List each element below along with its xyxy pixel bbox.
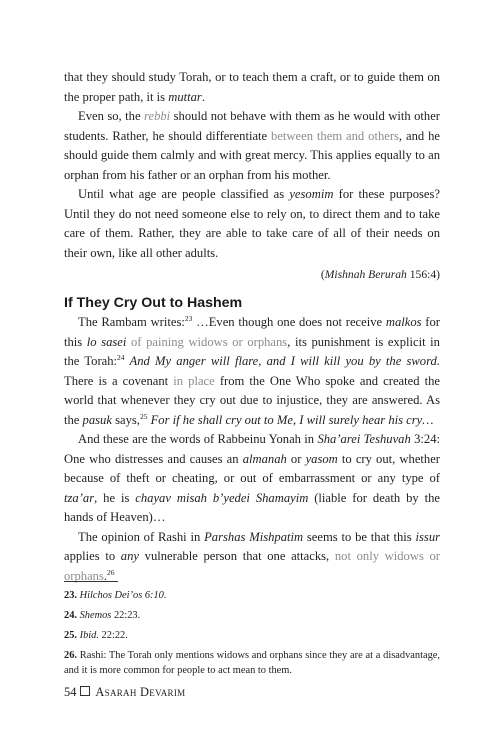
footnote: 24. Shemos 22:23. bbox=[64, 610, 141, 621]
paragraph: Until what age are people classified as yesomim for these purposes? Until they do not need someone else to rely on, to direct them and to take care of them. Rather, they are able to take care of all of their needs on their own, like all other adults. bbox=[64, 187, 440, 260]
paragraph: And these are the words of Rabbeinu Yonah in Sha’arei Teshuvah 3:24: One who distresses and causes an almanah or yasom to cry out, whether because of theft or cheating, or out of embarrassment or any type of tza’ar, he is chayav misah b’yedei Shamayim (liable for death by the hands of Heaven)… bbox=[64, 432, 440, 524]
source-citation: (Mishnah Berurah 156:4) bbox=[320, 268, 440, 281]
footnote-ref: 23 bbox=[184, 313, 193, 323]
square-ornament-icon bbox=[80, 686, 90, 696]
main-text bbox=[64, 68, 440, 586]
footnote-ref: 26 bbox=[107, 567, 115, 577]
footnote-rule bbox=[64, 581, 118, 582]
footnote: 25. Ibid. 22:22. bbox=[64, 630, 128, 641]
footnote-ref: 25 bbox=[139, 411, 148, 421]
paragraph: The opinion of Rashi in Parshas Mishpatim seems to be that this issur applies to any vulnerable person that one attacks, not only widows or orphans.$^{26}$ bbox=[64, 529, 441, 583]
footnote-ref: 24 bbox=[117, 352, 125, 362]
paragraph: The Rambam writes:$^{23}$ …Even though one does not receive malkos for this lo sasei of paining widows or orphans, its punishment is explicit in the Torah:$^{24}$ And My anger will flare, and I will kill you by the sword. There is a covenant in place from the One Who spoke and created the world that whenever they cry out due to injustice, they are answered. As the pasuk says,$^{25}$ For if he shall cry out to Me, I will surely hear his cry… bbox=[64, 313, 441, 427]
page-number: 54 bbox=[64, 685, 77, 699]
footnote: 26. Rashi: The Torah only mentions widows and orphans since they are at a disadvantage, and it is more common for people to act mean to them. bbox=[64, 650, 440, 676]
page-footer bbox=[64, 685, 185, 700]
section-heading: If They Cry Out to Hashem bbox=[64, 295, 243, 311]
paragraph: that they should study Torah, or to teach them a craft, or to guide them on the proper path, it is muttar. bbox=[64, 70, 440, 104]
paragraph: Even so, the rebbi should not behave with them as he would with other students. Rather, he should differentiate between them and others, and he should guide them calmly and with great mercy. This applies equally to an orphan from his father or an orphan from his mother. bbox=[64, 109, 440, 182]
book-title: Asarah Devarim bbox=[95, 685, 186, 699]
footnote: 23. Hilchos Dei’os 6:10. bbox=[64, 590, 167, 601]
